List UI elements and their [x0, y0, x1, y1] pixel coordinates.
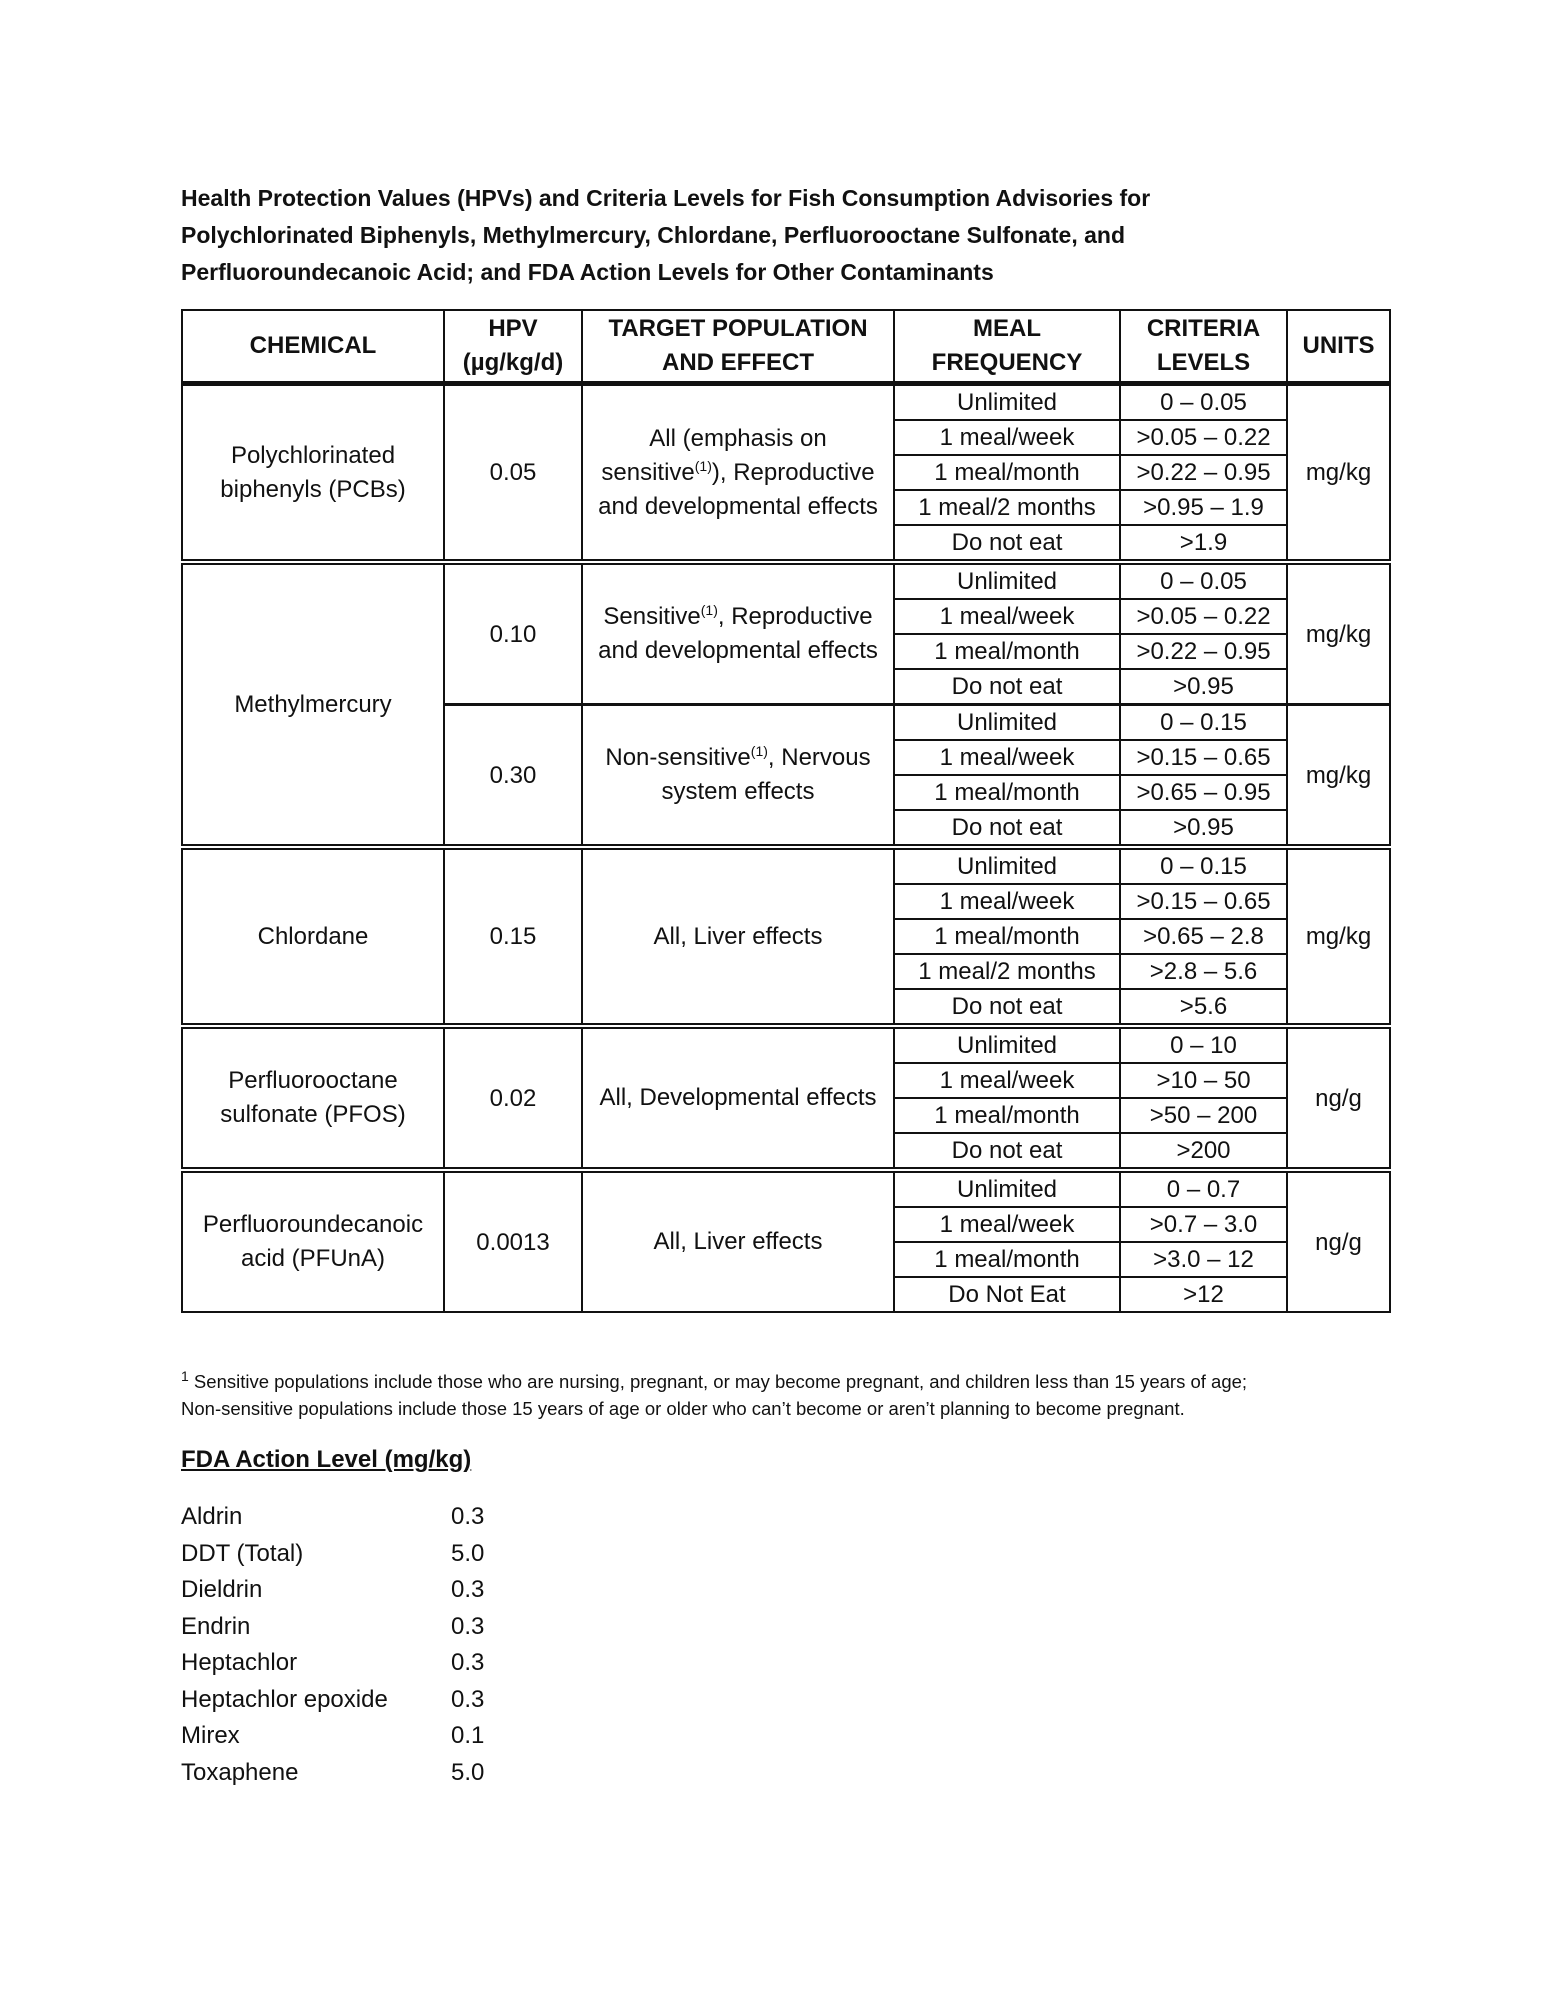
hpv-cell: 0.05 — [444, 384, 582, 563]
page-title — [181, 180, 1381, 291]
table-row — [182, 847, 1390, 884]
units-cell: mg/kg — [1287, 384, 1390, 563]
fda-name: Dieldrin — [181, 1576, 263, 1603]
target-text: Non-sensitive — [605, 744, 751, 771]
fda-value: 0.1 — [451, 1722, 485, 1749]
table-row — [182, 562, 1390, 599]
meal-cell: 1 meal/month — [894, 455, 1120, 490]
footnote-line-2: Non-sensitive populations include those 15 years of age or older who can’t become or aren’t planning to become pregnant. — [181, 1398, 1185, 1419]
footnote — [181, 1368, 1411, 1422]
level-cell: 0 – 0.05 — [1120, 384, 1287, 421]
level-cell: >0.05 – 0.22 — [1120, 599, 1287, 634]
level-cell: >0.15 – 0.65 — [1120, 740, 1287, 775]
level-cell: >200 — [1120, 1133, 1287, 1170]
meal-cell: Do not eat — [894, 810, 1120, 847]
level-cell: >0.65 – 2.8 — [1120, 919, 1287, 954]
hpv-cell: 0.10 — [444, 562, 582, 705]
footnote-ref: (1) — [750, 743, 768, 759]
list-item — [181, 1645, 681, 1682]
level-cell: >0.22 – 0.95 — [1120, 455, 1287, 490]
list-item — [181, 1755, 681, 1792]
header-criteria-levels: CRITERIA LEVELS — [1120, 310, 1287, 384]
fda-value: 0.3 — [451, 1649, 485, 1676]
chemical-cell: Polychlorinated biphenyls (PCBs) — [182, 384, 444, 563]
list-item — [181, 1682, 681, 1719]
target-cell: All, Liver effects — [582, 1170, 894, 1312]
level-cell: >5.6 — [1120, 989, 1287, 1026]
meal-cell: Do not eat — [894, 1133, 1120, 1170]
meal-cell: 1 meal/week — [894, 1207, 1120, 1242]
level-cell: 0 – 0.05 — [1120, 562, 1287, 599]
target-text: All (emphasis on sensitive — [601, 424, 827, 486]
footnote-ref: (1) — [700, 602, 718, 618]
target-text: Sensitive — [603, 603, 701, 630]
list-item — [181, 1499, 681, 1536]
meal-cell: Unlimited — [894, 1170, 1120, 1207]
meal-cell: 1 meal/2 months — [894, 954, 1120, 989]
chemical-cell: Perfluoroundecanoic acid (PFUnA) — [182, 1170, 444, 1312]
level-cell: >1.9 — [1120, 525, 1287, 562]
table-row — [182, 1026, 1390, 1063]
meal-cell: 1 meal/week — [894, 884, 1120, 919]
header-target-population: TARGET POPULATION AND EFFECT — [582, 310, 894, 384]
meal-cell: Unlimited — [894, 705, 1120, 741]
meal-cell: 1 meal/week — [894, 740, 1120, 775]
fda-value: 5.0 — [451, 1539, 485, 1567]
level-cell: >0.65 – 0.95 — [1120, 775, 1287, 810]
meal-cell: Do not eat — [894, 989, 1120, 1026]
list-item — [181, 1609, 681, 1646]
meal-cell: Unlimited — [894, 847, 1120, 884]
chemical-cell: Chlordane — [182, 847, 444, 1026]
level-cell: >0.95 — [1120, 810, 1287, 847]
header-hpv: HPV (µg/kg/d) — [444, 310, 582, 384]
list-item — [181, 1536, 681, 1573]
level-cell: >0.22 – 0.95 — [1120, 634, 1287, 669]
units-cell: mg/kg — [1287, 847, 1390, 1026]
fda-name: Endrin — [181, 1612, 251, 1640]
fda-name: Aldrin — [181, 1503, 243, 1530]
fda-heading: FDA Action Level (mg/kg) — [181, 1446, 472, 1473]
table-row — [182, 1170, 1390, 1207]
hpv-cell: 0.15 — [444, 847, 582, 1026]
meal-cell: 1 meal/month — [894, 1098, 1120, 1133]
meal-cell: 1 meal/week — [894, 599, 1120, 634]
header-chemical: CHEMICAL — [182, 310, 444, 384]
meal-cell: Do not eat — [894, 525, 1120, 562]
fda-value: 5.0 — [451, 1758, 485, 1786]
header-meal-frequency: MEAL FREQUENCY — [894, 310, 1120, 384]
fda-name: Toxaphene — [181, 1758, 299, 1786]
level-cell: 0 – 0.15 — [1120, 847, 1287, 884]
meal-cell: 1 meal/month — [894, 1242, 1120, 1277]
footnote-marker: 1 — [181, 1367, 189, 1384]
units-cell: mg/kg — [1287, 705, 1390, 848]
list-item — [181, 1718, 681, 1755]
meal-cell: 1 meal/month — [894, 775, 1120, 810]
criteria-table — [181, 309, 1391, 1313]
title-line-3: Perfluoroundecanoic Acid; and FDA Action Levels for Other Contaminants — [181, 259, 994, 285]
hpv-cell: 0.30 — [444, 705, 582, 848]
header-units: UNITS — [1287, 310, 1390, 384]
level-cell: >0.95 — [1120, 669, 1287, 705]
level-cell: >10 – 50 — [1120, 1063, 1287, 1098]
level-cell: 0 – 10 — [1120, 1026, 1287, 1063]
level-cell: >0.95 – 1.9 — [1120, 490, 1287, 525]
meal-cell: Unlimited — [894, 562, 1120, 599]
footnote-ref: (1) — [694, 457, 712, 474]
fda-name: Heptachlor — [181, 1649, 298, 1676]
target-text: , Nervous system effects — [661, 744, 871, 805]
fda-name: DDT (Total) — [181, 1539, 304, 1567]
meal-cell: 1 meal/week — [894, 1063, 1120, 1098]
fda-name: Heptachlor epoxide — [181, 1685, 388, 1713]
target-cell — [582, 705, 894, 848]
target-text: , Reproductive and developmental effects — [598, 603, 878, 664]
footnote-line-1 — [181, 1368, 1411, 1395]
level-cell: >0.05 – 0.22 — [1120, 420, 1287, 455]
units-cell: ng/g — [1287, 1026, 1390, 1170]
level-cell: >0.7 – 3.0 — [1120, 1207, 1287, 1242]
target-cell — [582, 384, 894, 563]
chemical-cell: Methylmercury — [182, 562, 444, 847]
meal-cell: Unlimited — [894, 384, 1120, 421]
target-text: ), Reproductive and developmental effects — [598, 458, 878, 520]
meal-cell: 1 meal/week — [894, 420, 1120, 455]
level-cell: >2.8 – 5.6 — [1120, 954, 1287, 989]
level-cell: >12 — [1120, 1277, 1287, 1312]
table-header-row — [182, 310, 1390, 384]
level-cell: >3.0 – 12 — [1120, 1242, 1287, 1277]
units-cell: mg/kg — [1287, 562, 1390, 705]
hpv-cell: 0.02 — [444, 1026, 582, 1170]
fda-name: Mirex — [181, 1722, 240, 1749]
level-cell: 0 – 0.7 — [1120, 1170, 1287, 1207]
level-cell: >50 – 200 — [1120, 1098, 1287, 1133]
meal-cell: 1 meal/2 months — [894, 490, 1120, 525]
title-line-2: Polychlorinated Biphenyls, Methylmercury, Chlordane, Perfluorooctane Sulfonate, and — [181, 222, 1126, 248]
units-cell: ng/g — [1287, 1170, 1390, 1312]
meal-cell: 1 meal/month — [894, 919, 1120, 954]
meal-cell: Do not eat — [894, 669, 1120, 705]
fda-value: 0.3 — [451, 1612, 485, 1640]
fda-value: 0.3 — [451, 1503, 485, 1530]
title-line-1: Health Protection Values (HPVs) and Criteria Levels for Fish Consumption Advisories for — [181, 185, 1151, 211]
table-row — [182, 384, 1390, 421]
meal-cell: Do Not Eat — [894, 1277, 1120, 1312]
footnote-text: Sensitive populations include those who are nursing, pregnant, or may become pregnant, and children less than 15 years of age; — [188, 1371, 1248, 1392]
fda-value: 0.3 — [451, 1576, 485, 1603]
fda-value: 0.3 — [451, 1685, 485, 1713]
meal-cell: 1 meal/month — [894, 634, 1120, 669]
fda-list — [181, 1499, 681, 1791]
level-cell: >0.15 – 0.65 — [1120, 884, 1287, 919]
level-cell: 0 – 0.15 — [1120, 705, 1287, 741]
list-item — [181, 1572, 681, 1609]
meal-cell: Unlimited — [894, 1026, 1120, 1063]
target-cell: All, Liver effects — [582, 847, 894, 1026]
target-cell — [582, 562, 894, 705]
target-cell: All, Developmental effects — [582, 1026, 894, 1170]
chemical-cell: Perfluorooctane sulfonate (PFOS) — [182, 1026, 444, 1170]
hpv-cell: 0.0013 — [444, 1170, 582, 1312]
